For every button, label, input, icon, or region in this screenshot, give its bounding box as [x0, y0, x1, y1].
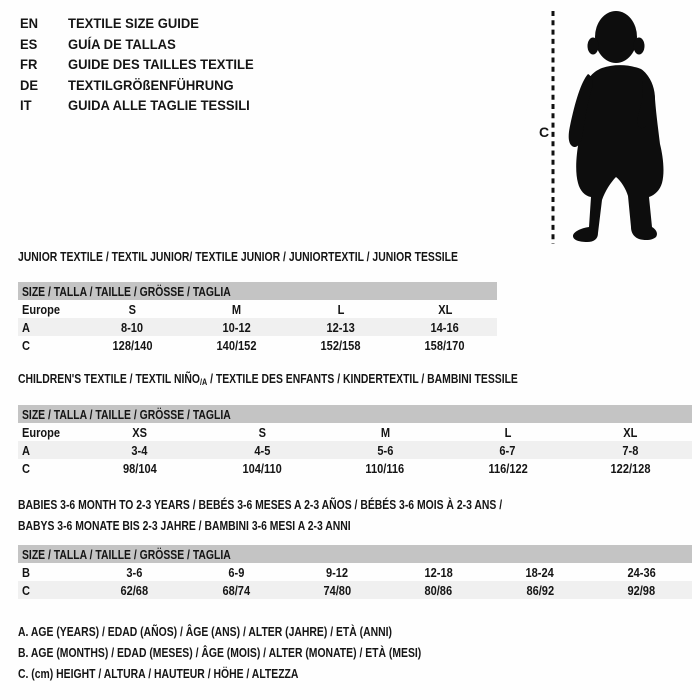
size-header: SIZE / TALLA / TAILLE / GRÖSSE / TAGLIA	[18, 545, 692, 563]
size-cell: 6-7	[499, 442, 516, 458]
table-row-height	[18, 336, 497, 354]
size-cell: M	[380, 424, 390, 440]
size-cell: 5-6	[377, 442, 393, 458]
size-cell: 9-12	[326, 564, 349, 580]
table-row-europe	[18, 300, 497, 318]
section-title-line2: BABYS 3-6 MONATE BIS 2-3 JAHRE / BAMBINI 3-6 MESI A 2-3 ANNI	[18, 518, 351, 533]
size-cell: L	[504, 424, 512, 440]
size-cell: 3-6	[126, 564, 143, 580]
toddler-body	[569, 11, 664, 242]
language-row	[20, 95, 268, 116]
footnote-c: C. (cm) HEIGHT / ALTURA / HAUTEUR / HÖHE / ALTEZZA	[18, 666, 299, 681]
size-cell: 8-10	[121, 319, 144, 335]
footnotes	[18, 621, 522, 684]
size-cell: 18-24	[525, 564, 555, 580]
size-cell: 152/158	[320, 337, 361, 353]
table-row-europe	[18, 423, 692, 441]
size-cell: S	[258, 424, 266, 440]
size-cell: 158/170	[424, 337, 465, 353]
size-header: SIZE / TALLA / TAILLE / GRÖSSE / TAGLIA	[18, 282, 497, 300]
row-label: C	[22, 582, 30, 598]
size-header: SIZE / TALLA / TAILLE / GRÖSSE / TAGLIA	[18, 405, 692, 423]
size-cell: 12-18	[424, 564, 453, 580]
footnote-b: B. AGE (MONTHS) / EDAD (MESES) / ÂGE (MOIS) / ALTER (MONATE) / ETÀ (MESI)	[18, 645, 422, 660]
language-list	[20, 13, 268, 116]
row-label: Europe	[22, 424, 61, 440]
size-cell: XL	[623, 424, 638, 440]
size-cell: 10-12	[222, 319, 251, 335]
size-cell: 7-8	[622, 442, 639, 458]
size-cell: 122/128	[610, 460, 651, 476]
height-measure-figure	[538, 6, 700, 246]
size-cell: 98/104	[122, 460, 157, 476]
size-cell: 116/122	[488, 460, 528, 476]
size-cell: 140/152	[216, 337, 257, 353]
size-cell: M	[231, 301, 241, 317]
size-cell: 128/140	[112, 337, 153, 353]
row-label: A	[22, 319, 30, 335]
childrens-size-table	[18, 405, 692, 477]
size-cell: 24-36	[627, 564, 656, 580]
footnote-a: A. AGE (YEARS) / EDAD (AÑOS) / ÂGE (ANS) / ALTER (JAHRE) / ETÀ (ANNI)	[18, 624, 393, 639]
row-label: C	[22, 460, 30, 476]
size-cell: 86/92	[526, 582, 554, 598]
language-row	[20, 75, 268, 96]
table-row-age	[18, 441, 692, 459]
size-cell: 4-5	[254, 442, 271, 458]
language-row	[20, 54, 268, 75]
size-cell: 62/68	[120, 582, 149, 598]
language-code: DE	[20, 76, 39, 93]
language-label: GUÍA DE TALLAS	[68, 35, 176, 52]
toddler-silhouette-icon	[538, 6, 700, 246]
language-code: IT	[20, 97, 32, 114]
table-row-age	[18, 318, 497, 336]
size-cell: 14-16	[430, 319, 460, 335]
language-label: GUIDA ALLE TAGLIE TESSILI	[68, 97, 250, 114]
size-cell: 92/98	[627, 582, 656, 598]
junior-size-table	[18, 282, 497, 354]
size-cell: 80/86	[424, 582, 453, 598]
title-subscript: /A	[199, 377, 208, 387]
section-title: JUNIOR TEXTILE / TEXTIL JUNIOR/ TEXTILE JUNIOR / JUNIORTEXTIL / JUNIOR TESSILE	[18, 249, 458, 264]
table-row-months	[18, 563, 692, 581]
size-cell: 6-9	[228, 564, 244, 580]
size-cell: 104/110	[242, 460, 282, 476]
language-code: FR	[20, 56, 38, 73]
language-code: ES	[20, 35, 38, 52]
size-cell: S	[128, 301, 136, 317]
childrens-section	[18, 371, 692, 477]
size-header-row	[18, 282, 497, 300]
size-cell: 74/80	[323, 582, 352, 598]
size-cell: XS	[132, 424, 147, 440]
language-code: EN	[20, 15, 39, 31]
language-label: TEXTILE SIZE GUIDE	[68, 15, 199, 31]
section-title-line1: BABIES 3-6 MONTH TO 2-3 YEARS / BEBÉS 3-6 MESES A 2-3 AÑOS / BÉBÉS 3-6 MOIS À 2-3 ANS /	[18, 497, 503, 512]
junior-section	[18, 249, 497, 354]
language-label: TEXTILGRÖßENFÜHRUNG	[68, 76, 234, 93]
row-label: B	[22, 564, 30, 580]
language-row	[20, 34, 268, 55]
size-cell: XL	[437, 301, 452, 317]
size-cell: 110/116	[365, 460, 405, 476]
size-cell: L	[337, 301, 344, 317]
size-header-row	[18, 545, 692, 563]
measure-label: C	[539, 124, 550, 140]
row-label: A	[22, 442, 30, 458]
row-label: Europe	[22, 301, 61, 317]
size-cell: 3-4	[131, 442, 148, 458]
table-row-height	[18, 581, 692, 599]
size-cell: 12-13	[326, 319, 355, 335]
babies-size-table	[18, 545, 692, 599]
size-header-row	[18, 405, 692, 423]
table-row-height	[18, 459, 692, 477]
section-title: CHILDREN'S TEXTILE / TEXTIL $NIÑO_{/A}$ / TEXTILE DES ENFANTS / KINDERTEXTIL / BAMBINI TESSILE	[18, 371, 518, 387]
language-label: GUIDE DES TAILLES TEXTILE	[68, 56, 254, 73]
babies-section	[18, 494, 692, 599]
row-label: C	[22, 337, 30, 353]
language-row	[20, 13, 268, 34]
size-cell: 68/74	[222, 582, 250, 598]
